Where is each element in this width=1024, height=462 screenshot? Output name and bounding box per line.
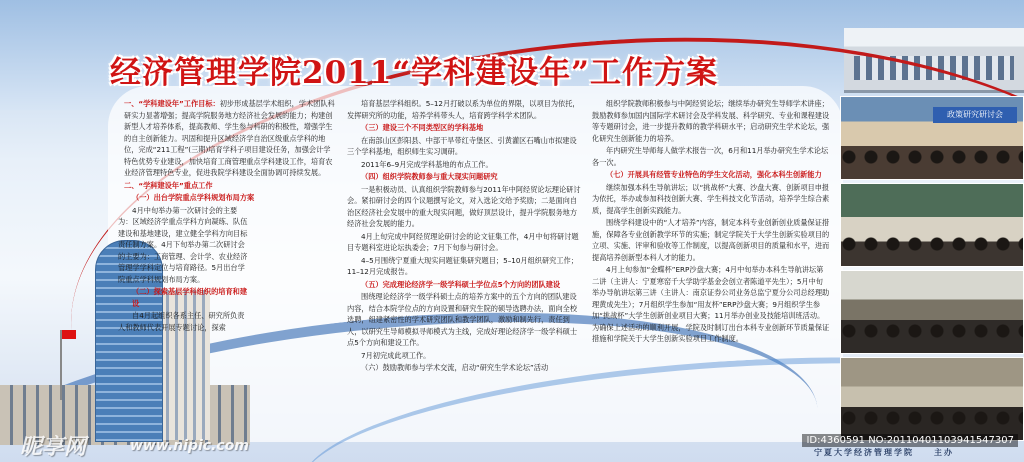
subsection-4-body-3: 4–5月围绕宁夏重大现实问题征集研究题目；5–10月组织研究工作；11–12月完成报告。: [347, 255, 578, 277]
subsection-6-heading: （六）鼓励教师参与学术交流，启动“研究生学术论坛”活动: [361, 363, 549, 373]
subsection-2-body-cont: 培育基层学科组织。5–12月打破以系为单位的界限，以项目为依托，发挥研究所的功能，培养学科带头人，培育跨学科学术团队。: [347, 99, 580, 120]
flag-icon: [60, 330, 62, 400]
subsection-5-body-2: 7月初完成此项工作。: [361, 350, 431, 360]
subsection-6-body-2: 年内研究生导师每人做学术报告一次，6月和11月举办研究生学术论坛各一次。: [592, 146, 829, 167]
subsection-6-body: 组织学院教师积极参与中阿经贸论坛；继续举办研究生导师学术讲座；鼓励教师参加国内国际学术研讨会及学科发展、科学研究、专业和课程建设等专题研讨会，进一步提升教师的教学科研水平；启动研究生学术论坛，强化研究生创新能力的培养。: [592, 99, 830, 143]
subsection-4-body: 一是积极动员、认真组织学院教师参与2011年中阿经贸论坛理论研讨会。紧扣研讨会的四个议题撰写论文，对入选论文给予奖励；二是面向自治区经济社会发展中的重大现实问题，做好顶层设计，提升学院服务地方经济社会发展的能力。: [347, 184, 581, 229]
subsection-7-body-2: 围绕学科建设中的“人才培养”内容，制定本科专业创新创业质量保证措施，保障各专业创新教学环节的实施；制定学院关于大学生创新实验项目的立项、实施、评审和验收等工作制度，以提高创新项目的质量和水平，进而提高培养创新型本科人才的能力。: [592, 218, 830, 262]
watermark-url: www.nipic.com: [130, 438, 249, 454]
text-column-2: [347, 98, 581, 375]
section-goal-heading: 一、“学科建设年”工作目标：: [124, 99, 220, 108]
photo-audience: [840, 357, 1024, 441]
section-goal: [118, 98, 336, 179]
subsection-2-heading: （二）探索基层学科组织的培育和建设: [132, 287, 248, 308]
photo-lecture: [840, 183, 1024, 267]
subsection-4-heading: （四）组织学院教师参与重大现实问题研究: [361, 172, 498, 182]
subsection-1-body: 4月中旬举办第一次研讨会的主要为：区域经济学重点学科方向凝练、队伍建设和基地建设，建立健全学科方向目标责任制方案。4月下旬举办第二次研讨会的主要为：工商管理、会计学、农业经济管理学学科定位与培育路径。5月出台学院重点学科规划布局方案。: [118, 205, 248, 284]
subsection-4-body-2: 4月上旬完成中阿经贸理论研讨会的论文征集工作，4月中旬将研讨题目专题科室进论坛执委会；7月下旬参与研讨会。: [347, 231, 579, 253]
subsection-3-body: 在南部山区彭阳县、中部干旱带红寺堡区、引黄灌区石嘴山市拟建设三个学科基地，组织师生实习调研。: [347, 135, 577, 157]
subsection-1-heading: （一）出台学院重点学科规划布局方案: [132, 193, 255, 203]
text-column-1: [118, 98, 336, 334]
section-goal-body: 初步形成基层学术组织，学术团队科研实力显著增强；提高学院服务地方经济社会发展的能力；构建创新型人才培养体系，提高教师、学生参与科研的积极性，增强学生的自主创新能力。巩固和提升区域经济学自治区级重点学科的地位，完成“211工程”(三期)培育学科子项目建设任务，加强会计学特色优势专业建设，加快培育工商管理重点学科建设工作，培育农业经济管理特色专业，促进我院学科建设全面协调可持续发展。: [124, 99, 335, 178]
subsection-7-heading: （七）开展具有经管专业特色的学生文化活动，强化本科生创新能力: [606, 170, 822, 180]
subsection-3-body-2: 2011年6–9月完成学科基地的布点工作。: [361, 159, 493, 169]
footer-credit: 宁夏大学经济管理学院 主办: [814, 448, 954, 457]
watermark-id: ID:4360591 NO:20110401103941547307: [802, 434, 1018, 447]
photo-strip: [840, 96, 1024, 444]
photo-seminar: [840, 96, 1024, 180]
subsection-5-body: 围绕理论经济学一级学科硕士点的培养方案中的五个方向的团队建设内容，结合本院学位点的方向设置和研究生院的硕导选聘办法，面向全校选聘，组建紧密性的学术研究团队和教学团队，激励和制先行，责任到人，以研究生导师模拟寻师模式为主线，完成好理论经济学一级学科硕士点5个方向和建设工作。: [347, 292, 578, 348]
subsection-7-body: 继续加强本科生导航讲坛；以“挑战杯”大赛、沙盘大赛、创新项目申报为依托，举办或参加科技创新大赛、学生科技文化节活动，培养学生综合素质，提高学生创新实践能力。: [592, 182, 830, 215]
photo-meeting: [840, 270, 1024, 354]
page-title: 经济管理学院2011“学科建设年”工作方案: [110, 55, 718, 91]
subsection-7-body-3: 4月上旬参加“金蝶杯”ERP沙盘大赛；4月中旬举办本科生导航讲坛第二讲（主讲人：宁夏寒窑千大学助学基金会创立者陈道平先生）；5月中旬举办导航讲坛第三讲（主讲人：南京证券公司业务总监宁夏分公司总经理助理黄成先生）；7月组织学生参加“用友杯”ERP沙盘大赛；9月组织学生参加“挑战杯”大学生创新创业项目大赛；11月举办创业及技能培训班活动。为确保上述活动的顺利开展，学院及时制订出台本科专业创新环节质量保证措施和学院关于大学生创新实验项目工作制度。: [592, 265, 830, 344]
text-column-3: [592, 98, 830, 346]
section-key-work-heading: 二、“学科建设年”重点工作: [124, 180, 213, 190]
watermark-logo: 昵享网: [20, 435, 87, 460]
subsection-2-body: 自4月起组织各系主任、研究所负责人和教师代表开展专题讨论，探索: [118, 311, 245, 332]
subsection-3-heading: （三）建设三个不同类型区的学科基地: [361, 123, 484, 133]
photo-banner: 政策研究研讨会: [933, 107, 1017, 123]
subsection-5-heading: （五）完成理论经济学一级学科硕士学位点5个方向的团队建设: [361, 279, 561, 289]
